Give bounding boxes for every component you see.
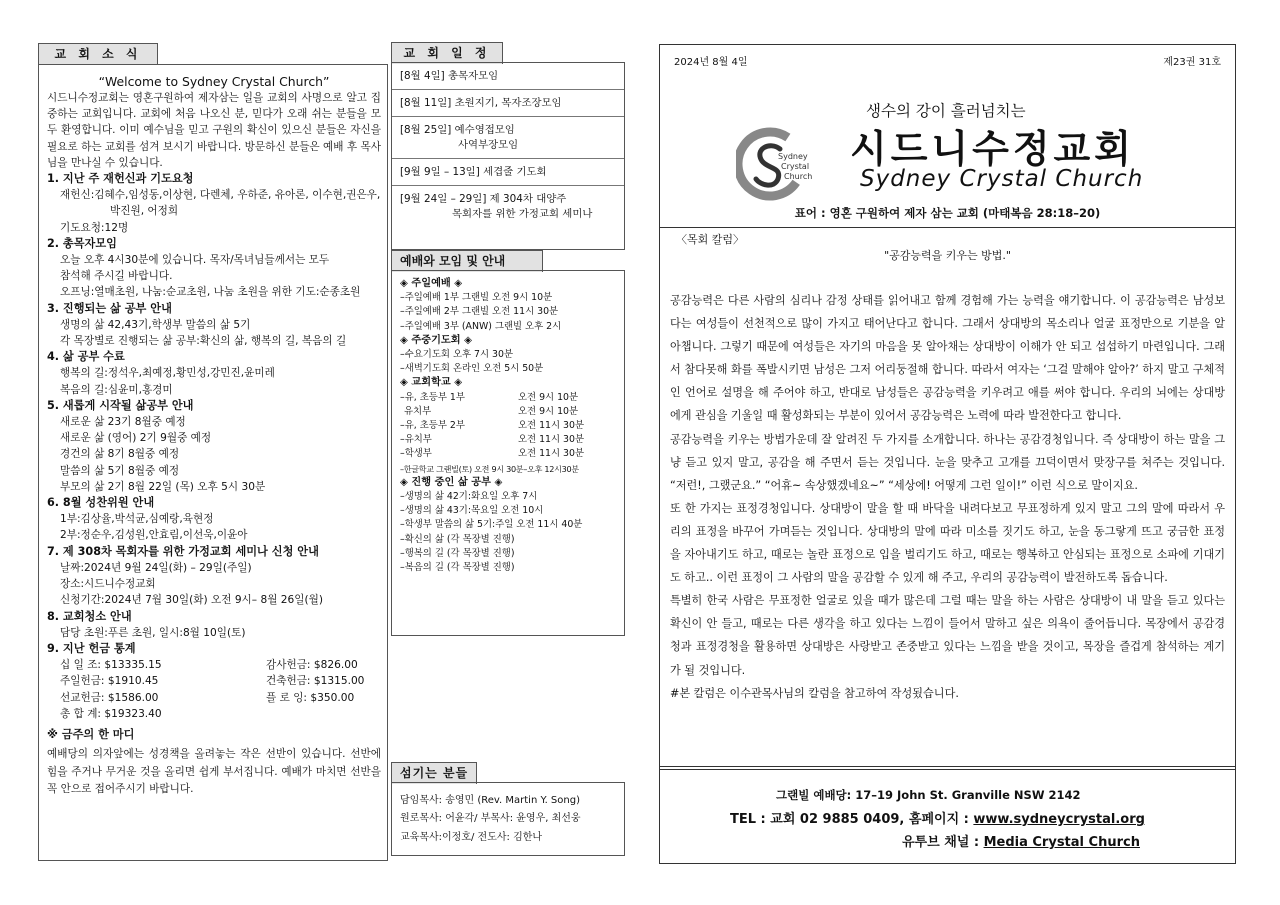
staff-box <box>391 782 625 856</box>
news-line: 기도요청:12명 <box>60 221 129 234</box>
news-line: 새로운 삶 (영어) 2기 9월중 예정 <box>60 432 212 445</box>
pastor-column-body <box>670 289 1225 705</box>
news-line: 말씀의 삶 5기 8월중 예정 <box>60 464 180 477</box>
news-line: 날짜:2024년 9월 24일(화) – 29일(주일) <box>60 561 252 574</box>
news-item-7-title: 7. 제 308차 목회자를 위한 가정교회 세미나 신청 안내 <box>47 544 319 558</box>
schedule-text: [8월 11일] 초원지기, 목자조장모임 <box>400 97 562 109</box>
school-row <box>400 447 620 461</box>
worship-line: –주일예배 3부 (ANW) 그랜빌 오후 2시 <box>400 320 562 332</box>
church-slogan: 생수의 강이 흘러넘치는 <box>866 102 1026 120</box>
news-line: 각 목장별로 진행되는 삶 공부:확신의 삶, 행복의 길, 복음의 길 <box>60 335 347 348</box>
church-address: 그랜빌 예배당: 17–19 John St. Granville NSW 2142 <box>776 788 1081 802</box>
news-line: 1부:김상율,박석균,심예랑,육현정 <box>60 513 214 526</box>
column-paragraph: 공감능력은 다른 사람의 심리나 감정 상태를 읽어내고 함께 경험해 가는 능력을 얘기합니다. 이 공감능력은 남성보다는 여성들이 선천적으로 많이 가지고 태어난다고 합니다. 그래서 상대방의 목소리나 얼굴 표정만으로 기분을 알아챕니다. 그렇기 때문에 여성들은 자기의 마음을 못 알아채는 상대방이 이해가 안 되고 섭섭하기 마련입니다. 그래서 참다못해 화를 폭발시키면 남성은 그저 어리둥절해 합니다. 따라서 여자는 ‘그걸 말해야 알아?’ 하지 말고 구체적인 언어로 설명을 해 주어야 하고, 반대로 남성들은 공감능력을 키우려고 애를 써야 합니다. 우리의 뇌에는 상대방에게 관심을 기울일 때 활성화되는 부분이 있어서 공감능력은 노력에 따라 발전한다고 합니다. <box>670 294 1225 423</box>
offering-cell: 플 로 잉: $350.00 <box>266 691 355 704</box>
offering-cell: 건축헌금: $1315.00 <box>266 675 365 688</box>
offering-cell: 감사헌금: $826.00 <box>266 659 358 672</box>
offering-cell: 선교헌금: $1586.00 <box>60 691 159 704</box>
worship-line: –생명의 삶 42기:화요일 오후 7시 <box>400 491 538 503</box>
worship-line: –한글학교 그랜빌(토) 오전 9시 30분–오후 12시30분 <box>400 463 579 474</box>
youtube-label: 유투브 채널 : <box>902 835 984 850</box>
news-line: 오늘 오후 4시30분에 있습니다. 목자/목녀님들께서는 모두 <box>60 254 330 267</box>
schedule-row <box>392 63 624 90</box>
worship-line: –수요기도회 오후 7시 30분 <box>400 349 514 361</box>
news-item-1-title: 1. 지난 주 재헌신과 기도요청 <box>47 172 194 186</box>
school-row <box>400 405 620 419</box>
school-dept: –학생부 <box>400 448 432 460</box>
news-line: 장소:시드니수정교회 <box>60 578 156 591</box>
bulletin-front-page <box>659 44 1236 864</box>
news-item-4-title: 4. 삶 공부 수료 <box>47 350 125 364</box>
school-time: 오전 11시 30분 <box>518 434 585 446</box>
news-line: 경건의 삶 8기 8월중 예정 <box>60 448 180 461</box>
news-line: 신청기간:2024년 7월 30일(화) 오전 9시– 8월 26일(월) <box>60 594 324 607</box>
worship-line: –복음의 길 (각 목장별 진행) <box>400 562 515 574</box>
school-dept: –유치부 <box>400 434 432 446</box>
schedule-row <box>392 117 624 159</box>
news-line: 재헌신:김혜수,임성동,이상현, 다렌체, 우하준, 유아론, 이수현,권은우, <box>60 189 381 202</box>
worship-line: –주일예배 2부 그랜빌 오전 11시 30분 <box>400 306 559 318</box>
schedule-text: [9월 9일 – 13일] 세겹줄 기도회 <box>400 166 547 178</box>
worship-line: –생명의 삶 43기:목요일 오전 10시 <box>400 505 544 517</box>
church-news <box>38 64 388 861</box>
logo-text: Sydney <box>778 152 808 161</box>
news-line: 박진원, 어정희 <box>110 205 179 218</box>
news-line: 담당 초원:푸른 초원, 일시:8월 10일(토) <box>60 626 246 639</box>
worship-line: –새벽기도회 온라인 오전 5시 50분 <box>400 363 544 375</box>
schedule-text: [8월 25일] 예수영접모임 <box>400 124 515 136</box>
tel-label: TEL : 교회 02 9885 0409, 홈페이지 : <box>730 812 974 827</box>
news-line: 행복의 길:정석우,최예정,황민성,강민진,윤미레 <box>60 367 275 380</box>
column-title: "공감능력을 키우는 방법." <box>884 249 1011 262</box>
homepage-link[interactable]: www.sydneycrystal.org <box>973 812 1145 827</box>
news-item-6-title: 6. 8월 성찬위원 안내 <box>47 496 155 510</box>
bulletin-volume: 제23권 31호 <box>1163 57 1221 68</box>
school-time: 오전 9시 10분 <box>518 391 579 403</box>
staff-line: 원로목사: 어윤각/ 부목사: 윤영우, 최선웅 <box>400 813 581 825</box>
news-item-3-title: 3. 진행되는 삶 공부 안내 <box>47 301 172 315</box>
worship-line: –학생부 말씀의 삶 5기:주일 오전 11시 40분 <box>400 519 583 531</box>
word-of-week-title: ※ 금주의 한 마디 <box>47 727 135 741</box>
worship-subheading: ◈ 주일예배 ◈ <box>400 278 463 289</box>
schedule-box <box>391 62 625 250</box>
news-line: 생명의 삶 42,43기,학생부 말씀의 삶 5기 <box>60 318 251 331</box>
church-name-english: Sydney Crystal Church <box>860 166 1144 192</box>
schedule-header: 교 회 일 정 <box>391 42 503 64</box>
school-dept: 유치부 <box>404 405 432 417</box>
school-time: 오전 11시 30분 <box>518 448 585 460</box>
logo-text: Church <box>784 172 813 181</box>
schedule-text: [8월 4일] 총목자모임 <box>400 70 499 82</box>
news-item-5-title: 5. 새롭게 시작될 삶공부 안내 <box>47 398 194 412</box>
offering-cell: 총 합 계: $19323.40 <box>60 707 162 720</box>
worship-subheading: ◈ 교회학교 ◈ <box>400 377 463 389</box>
staff-line: 교육목사:이정호/ 전도사: 김한나 <box>400 831 543 843</box>
schedule-text: 목회자를 위한 가정교회 세미나 <box>452 208 593 220</box>
schedule-row <box>392 90 624 117</box>
news-item-8-title: 8. 교회청소 안내 <box>47 609 132 623</box>
contact-footer <box>660 769 1235 863</box>
logo-s-mark <box>756 146 780 185</box>
schedule-row <box>392 159 624 186</box>
worship-subheading: ◈ 진행 중인 삶 공부 ◈ <box>400 476 503 488</box>
news-line: 참석해 주시길 바랍니다. <box>60 270 173 283</box>
youtube-line <box>902 831 1140 850</box>
column-paragraph: #본 칼럼은 이수관목사님의 칼럼을 참고하여 작성됬습니다. <box>670 686 959 700</box>
news-item-9-title: 9. 지난 헌금 통계 <box>47 641 136 655</box>
logo-text: Crystal <box>781 162 810 171</box>
worship-box <box>391 270 625 636</box>
school-dept: –유, 초등부 2부 <box>400 420 465 432</box>
schedule-row <box>392 186 624 227</box>
school-row <box>400 433 620 447</box>
school-time: 오전 9시 10분 <box>518 405 579 417</box>
intro-text: 시드니수정교회는 영혼구원하여 제자삼는 일을 교회의 사명으로 알고 집중하는 교회입니다. 교회에 처음 나오신 분, 믿다가 오래 쉬는 분들을 모두 환영합니다. 이미 예수님을 믿고 구원의 확신이 있으신 분들은 자신을 필요로 하는 교회를 섬겨 보시기 바랍니다. 방문하신 분들은 예배 후 목사님을 만나실 수 있습니다. <box>47 92 381 169</box>
worship-header: 예배와 모임 및 안내 <box>391 250 543 272</box>
contact-line <box>730 808 1145 827</box>
news-item-2-title: 2. 총목자모임 <box>47 236 117 250</box>
school-row <box>400 391 620 405</box>
news-line: 새로운 삶 23기 8월중 예정 <box>60 416 186 429</box>
offering-cell <box>266 706 388 722</box>
worship-subheading: ◈ 주중기도회 ◈ <box>400 334 472 346</box>
church-motto: 표어 : 영혼 구원하여 제자 삼는 교회 (마태복음 28:18–20) <box>794 206 1101 220</box>
offering-cell: 십 일 조: $13335.15 <box>60 659 162 672</box>
worship-line: –확신의 삶 (각 목장별 진행) <box>400 533 515 545</box>
offering-table <box>47 657 381 722</box>
schedule-text: 사역부장모임 <box>458 139 519 151</box>
word-of-week-body: 예배당의 의자앞에는 성경책을 올려놓는 작은 선반이 있습니다. 선반에 힘을 주거나 무거운 것을 올리면 쉽게 부서집니다. 예배가 마치면 선반을 꼭 안으로 접어주시기 바랍니다. <box>47 748 381 796</box>
column-label: 〈목회 칼럼〉 <box>676 233 745 246</box>
offering-cell: 주일헌금: $1910.45 <box>60 675 159 688</box>
news-line: 복음의 길:심윤미,홍경미 <box>60 383 173 396</box>
divider <box>660 766 1235 767</box>
youtube-link[interactable]: Media Crystal Church <box>983 835 1140 850</box>
column-paragraph: 특별히 한국 사람은 무표정한 얼굴로 있을 때가 많은데 그럴 때는 말을 하는 사람은 상대방이 내 말을 듣고 있다는 확신이 안 들고, 때로는 다른 생각을 하고 있다는 느낌이 들어서 말하고 싶은 의욕이 줄어듭니다. 목장에서 공감경청과 표정경청을 활용하면 상대방은 사랑받고 존중받고 있다는 느낌을 받을 것이고, 목장을 즐겁게 참석하는 계기가 될 것입니다. <box>670 594 1225 677</box>
church-name-korean: 시드니수정교회 <box>850 126 1135 171</box>
worship-line: –주일예배 1부 그랜빌 오전 9시 10분 <box>400 292 553 304</box>
church-logo <box>736 127 826 201</box>
staff-line: 담임목사: 송영민 (Rev. Martin Y. Song) <box>400 795 580 806</box>
welcome-heading: “Welcome to Sydney Crystal Church” <box>98 74 330 89</box>
worship-line: –행복의 길 (각 목장별 진행) <box>400 547 515 559</box>
divider <box>660 227 1235 228</box>
school-time: 오전 11시 30분 <box>518 420 585 432</box>
column-paragraph: 또 한 가지는 표정경청입니다. 상대방이 말을 할 때 바닥을 내려다보고 무표정하게 있지 말고 그의 말에 따라서 우리의 표정을 바꾸어 가며듣는 것입니다. 상대방의 말에 따라 미소를 짓기도 하고, 눈을 동그랗게 뜨고 궁금한 표정을 자아내기도 하고, 때로는 놀란 표정으로 입을 벌리기도 하고, 때로는 행복하고 안심되는 표정으로 소파에 기대기도 하고.. 이런 표정이 그 사람의 말을 공감할 수 있게 해 주고, 우리의 공감능력이 발전하도록 돕습니다. <box>670 501 1225 585</box>
school-row <box>400 419 620 433</box>
school-dept: –유, 초등부 1부 <box>400 391 465 403</box>
column-paragraph: 공감능력을 키우는 방법가운데 잘 알려진 두 가지를 소개합니다. 하나는 공감경청입니다. 즉 상대방이 하는 말을 그냥 듣고 있지 말고, 공감을 해 주면서 듣는 것입니다. 눈을 맞추고 고개를 끄덕이면서 맞장구를 쳐주는 것입니다. “저런!, 그랬군요.” “어휴~ 속상했겠네요~” “세상에! 어떻게 그런 일이!” 이런 식으로 말이지요. <box>670 432 1225 492</box>
bulletin-date: 2024년 8월 4일 <box>674 57 748 68</box>
news-line: 2부:정순우,김성원,안효림,이선욱,이윤아 <box>60 529 248 542</box>
news-line: 부모의 삶 2기 8월 22일 (목) 오후 5시 30분 <box>60 480 266 493</box>
schedule-text: [9월 24일 – 29일] 제 304차 대양주 <box>400 193 567 205</box>
news-header: 교 회 소 식 <box>38 43 158 65</box>
news-line: 오프닝:열매초원, 나눔:순교초원, 나눔 초원을 위한 기도:순종초원 <box>60 286 361 299</box>
staff-header: 섬기는 분들 <box>391 762 477 784</box>
